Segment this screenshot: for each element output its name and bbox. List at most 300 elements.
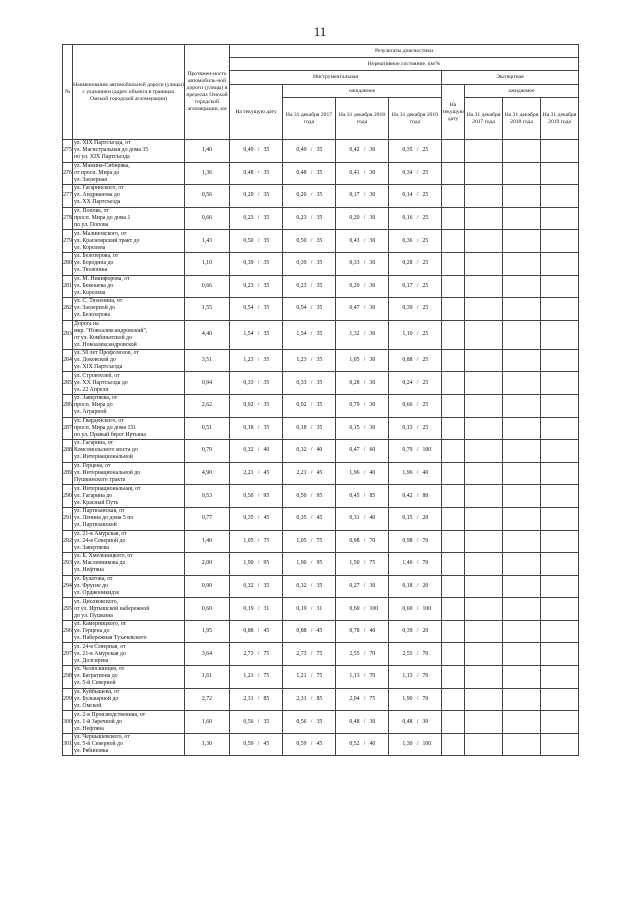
value-percent: 35 [316,147,323,154]
value-percent: 75 [369,560,376,567]
value-km: 0,19 [296,605,307,612]
value-km: 1,54 [243,331,254,338]
table-row [63,666,579,689]
slash-separator: / [363,402,366,409]
road-name-line: по ул. Попова [74,222,109,229]
value-km: 1,10 [402,331,413,338]
instrumental-value [283,298,336,321]
slash-separator: / [416,515,419,522]
expert-value-empty [503,688,541,711]
road-name [73,666,185,689]
value-percent: 40 [316,447,323,454]
row-number: 283 [63,320,73,349]
slash-separator: / [310,379,313,386]
value-km: 1,05 [349,357,360,364]
value-percent: 35 [263,237,270,244]
expert-value-empty [442,530,465,553]
instr-2019-header: На 31 декабря 2019 года [389,98,442,140]
value-km: 0,33 [243,379,254,386]
row-number: 282 [63,298,73,321]
expert-value-empty [503,620,541,643]
road-length: 0,66 [185,275,230,298]
slash-separator: / [310,424,313,431]
instrumental-value [336,140,389,163]
road-name [73,185,185,208]
expert-value-empty [503,553,541,576]
value-percent: 25 [422,192,429,199]
value-km: 0,23 [296,282,307,289]
slash-separator: / [310,331,313,338]
value-km: 2,21 [243,470,254,477]
expert-value-empty [541,575,579,598]
road-name-line: от ул. Комбинатской до [74,334,132,341]
expert-value-empty [465,417,503,440]
expert-value-empty [465,666,503,689]
value-percent: 25 [422,331,429,338]
instrumental-value [389,185,442,208]
slash-separator: / [363,582,366,589]
value-km: 0,42 [349,147,360,154]
road-name-line: ул. Тюленина [74,267,108,274]
instr-current-header: На текущую дату [230,85,283,140]
instrumental-value [283,185,336,208]
table-row [63,620,579,643]
value-km: 0,56 [243,718,254,725]
instrumental-value [230,349,283,372]
road-name-line: ул. Малиновского, от [74,230,127,237]
expert-2017-header: На 31 декабря 2017 года [465,98,503,140]
slash-separator: / [363,331,366,338]
row-number: 276 [63,162,73,185]
expert-value-empty [465,207,503,230]
slash-separator: / [363,560,366,567]
value-km: 0,32 [243,582,254,589]
slash-separator: / [257,331,260,338]
instrumental-value [230,711,283,734]
expert-value-empty [442,598,465,621]
instrumental-value [283,530,336,553]
value-km: 0,33 [349,260,360,267]
slash-separator: / [257,215,260,222]
road-name [73,711,185,734]
road-name-line: ул. Мамина-Сибиряка, [74,162,130,169]
row-number: 275 [63,140,73,163]
slash-separator: / [257,718,260,725]
value-percent: 35 [263,169,270,176]
value-km: 0,52 [349,741,360,748]
slash-separator: / [310,402,313,409]
table-body [63,140,579,756]
road-name-line: ул. Масленникова до [74,560,126,567]
slash-separator: / [416,282,419,289]
road-name-line: ул. Омской [74,702,102,709]
value-km: 2,73 [296,650,307,657]
expert-value-empty [442,485,465,508]
value-km: 1,96 [349,470,360,477]
slash-separator: / [363,628,366,635]
slash-separator: / [310,305,313,312]
value-km: 0,15 [349,424,360,431]
slash-separator: / [363,695,366,702]
row-number: 281 [63,275,73,298]
slash-separator: / [363,424,366,431]
slash-separator: / [416,650,419,657]
instrumental-value [336,620,389,643]
instrumental-value [283,620,336,643]
expert-value-empty [442,230,465,253]
value-km: 0,98 [349,537,360,544]
value-percent: 30 [369,305,376,312]
value-percent: 45 [263,470,270,477]
expert-value-empty [503,530,541,553]
instrumental-header: Инструментальная [230,71,442,85]
normative-header: Нормативное состояние, км/% [230,58,579,71]
road-name-line: ул. Чернышевского, от [74,734,130,741]
expert-value-empty [503,711,541,734]
road-length: 0,51 [185,417,230,440]
value-km: 0,17 [349,192,360,199]
road-length: 4,40 [185,320,230,349]
road-name [73,417,185,440]
value-km: 1,23 [243,357,254,364]
expert-value-empty [541,553,579,576]
slash-separator: / [363,260,366,267]
slash-separator: / [310,741,313,748]
value-km: 1,05 [243,537,254,544]
expert-value-empty [541,230,579,253]
value-percent: 30 [369,718,376,725]
value-percent: 85 [369,492,376,499]
road-name-line: ул. Партизанской [74,522,117,529]
road-length: 1,55 [185,298,230,321]
expert-value-empty [442,733,465,756]
expert-value-empty [442,688,465,711]
value-percent: 40 [369,741,376,748]
value-km: 0,32 [296,447,307,454]
value-km: 0,32 [243,447,254,454]
road-length: 4,90 [185,462,230,485]
road-length: 0,90 [185,575,230,598]
expert-value-empty [465,440,503,463]
road-name-line: ул. Интернациональной до [74,470,141,477]
road-length: 1,30 [185,733,230,756]
instrumental-value [389,485,442,508]
road-name-line: ул. Набережная Тухачевского [74,635,147,642]
instrumental-value [336,320,389,349]
value-km: 0,79 [349,402,360,409]
value-km: 0,24 [402,379,413,386]
instrumental-value [283,440,336,463]
value-percent: 31 [263,605,270,612]
value-km: 0,56 [296,718,307,725]
road-length: 0,56 [185,185,230,208]
table-row [63,507,579,530]
instrumental-value [283,230,336,253]
expert-value-empty [465,394,503,417]
road-name-line: ул. XIX Партсъезда [74,364,123,371]
value-km: 0,78 [349,628,360,635]
value-percent: 45 [263,741,270,748]
instrumental-value [336,372,389,395]
road-name-line: ул. Королева [74,289,106,296]
slash-separator: / [363,470,366,477]
slash-separator: / [257,147,260,154]
expert-value-empty [465,711,503,734]
value-percent: 40 [369,628,376,635]
slash-separator: / [416,147,419,154]
value-km: 1,90 [402,695,413,702]
instrumental-value [389,298,442,321]
road-name [73,440,185,463]
table-row [63,275,579,298]
expert-value-empty [503,349,541,372]
instrumental-value [389,733,442,756]
value-percent: 35 [263,192,270,199]
instrumental-value [283,507,336,530]
road-name-line: ул. 5-й Северной [74,680,116,687]
expert-value-empty [442,440,465,463]
value-km: 0,18 [296,424,307,431]
value-km: 0,60 [349,605,360,612]
instrumental-value [389,275,442,298]
slash-separator: / [257,192,260,199]
expert-value-empty [465,252,503,275]
table-row [63,598,579,621]
value-percent: 95 [263,492,270,499]
slash-separator: / [257,357,260,364]
road-name [73,598,185,621]
slash-separator: / [310,582,313,589]
table-header [63,45,579,140]
table-row [63,553,579,576]
slash-separator: / [310,492,313,499]
value-percent: 35 [316,402,323,409]
instrumental-value [283,553,336,576]
expert-value-empty [442,643,465,666]
instrumental-value [283,372,336,395]
row-number: 278 [63,207,73,230]
road-name [73,275,185,298]
road-name-line: ул. Нефтяна [74,725,104,732]
instrumental-value [389,530,442,553]
instrumental-value [336,207,389,230]
value-km: 2,21 [296,470,307,477]
table-row [63,207,579,230]
instrumental-value [283,417,336,440]
value-km: 0,48 [349,718,360,725]
road-name-line: ул. Белозерова [74,312,111,319]
row-number: 292 [63,530,73,553]
value-km: 0,20 [296,192,307,199]
instrumental-value [230,666,283,689]
instrumental-value [230,320,283,349]
road-name [73,394,185,417]
expert-value-empty [442,575,465,598]
slash-separator: / [363,169,366,176]
expert-value-empty [442,275,465,298]
road-name-line: ул. Аграрной [74,409,107,416]
road-name [73,462,185,485]
expert-2018-header: На 31 декабря 2018 года [503,98,541,140]
page-number: 11 [313,24,327,39]
road-length: 1,95 [185,620,230,643]
expert-value-empty [503,507,541,530]
instrumental-value [336,230,389,253]
road-name-line: ул. Попова, от [74,208,110,215]
slash-separator: / [416,215,419,222]
road-length: 1,36 [185,162,230,185]
road-length: 0,94 [185,372,230,395]
road-name-line: ул. 2-я Производственная, от [74,711,146,718]
instrumental-value [283,462,336,485]
value-percent: 60 [369,447,376,454]
value-km: 1,50 [349,560,360,567]
value-percent: 30 [422,718,429,725]
value-percent: 35 [316,237,323,244]
value-percent: 35 [263,331,270,338]
value-percent: 35 [316,305,323,312]
instrumental-value [283,394,336,417]
instrumental-value [389,162,442,185]
road-name-line: по ул. XIX Партсъезда [74,154,130,161]
value-percent: 45 [263,628,270,635]
value-km: 1,30 [402,741,413,748]
expert-value-empty [541,440,579,463]
road-name-line: ул. Красноярский тракт до [74,237,140,244]
slash-separator: / [416,628,419,635]
value-km: 0,47 [349,447,360,454]
value-percent: 35 [316,215,323,222]
table-row [63,162,579,185]
expert-value-empty [503,417,541,440]
expert-value-empty [541,349,579,372]
expert-value-empty [442,620,465,643]
value-km: 1,21 [296,673,307,680]
value-percent: 35 [316,260,323,267]
instrumental-value [336,507,389,530]
expert-value-empty [503,230,541,253]
value-km: 0,32 [296,582,307,589]
slash-separator: / [310,147,313,154]
instrumental-value [230,207,283,230]
road-name-line: ул. Орджоникидзе [74,589,120,596]
value-percent: 30 [369,169,376,176]
value-percent: 100 [422,605,432,612]
value-percent: 35 [263,215,270,222]
value-percent: 30 [369,260,376,267]
value-km: 0,28 [349,379,360,386]
road-length: 3,64 [185,643,230,666]
road-name-line: Дорога на [74,320,99,327]
slash-separator: / [310,260,313,267]
slash-separator: / [257,260,260,267]
value-km: 0,35 [243,515,254,522]
road-name-line: ул. Б. Хмельницкого, от [74,553,133,560]
slash-separator: / [416,237,419,244]
expert-value-empty [442,298,465,321]
instrumental-value [389,207,442,230]
value-km: 0,47 [349,305,360,312]
road-name-line: ул. 24-я Северная, от [74,643,126,650]
value-km: 0,39 [296,260,307,267]
expert-value-empty [541,598,579,621]
road-name-line: ул. Багратиона до [74,673,118,680]
value-percent: 80 [422,492,429,499]
instrumental-value [336,252,389,275]
slash-separator: / [310,650,313,657]
expert-value-empty [503,298,541,321]
value-percent: 35 [316,357,323,364]
instrumental-value [336,598,389,621]
expert-value-empty [465,643,503,666]
road-length: 1,40 [185,530,230,553]
road-name-line: ул. Доковской до [74,357,116,364]
value-km: 0,54 [296,305,307,312]
instrumental-value [336,666,389,689]
slash-separator: / [363,282,366,289]
instrumental-value [230,530,283,553]
road-name [73,252,185,275]
instrumental-value [336,733,389,756]
value-percent: 30 [369,237,376,244]
value-percent: 45 [316,470,323,477]
expert-value-empty [465,462,503,485]
expert-value-empty [541,140,579,163]
expert-value-empty [442,320,465,349]
value-percent: 75 [316,673,323,680]
instrumental-value [389,688,442,711]
value-km: 2,31 [296,695,307,702]
row-number: 279 [63,230,73,253]
value-km: 0,50 [243,492,254,499]
instrumental-value [336,711,389,734]
expert-value-empty [442,507,465,530]
value-percent: 70 [422,560,429,567]
road-name [73,140,185,163]
instrumental-value [389,394,442,417]
expert-value-empty [541,733,579,756]
instrumental-value [283,598,336,621]
value-percent: 30 [369,424,376,431]
row-number: 285 [63,372,73,395]
value-km: 0,23 [296,215,307,222]
table-row [63,575,579,598]
road-length: 2,72 [185,688,230,711]
value-percent: 35 [263,147,270,154]
value-km: 0,48 [296,169,307,176]
value-percent: 30 [369,357,376,364]
expert-value-empty [541,252,579,275]
expert-value-empty [541,372,579,395]
road-length: 1,60 [185,711,230,734]
slash-separator: / [416,192,419,199]
value-km: 0,14 [402,192,413,199]
value-km: 2,55 [402,650,413,657]
road-length: 2,00 [185,553,230,576]
instrumental-value [389,140,442,163]
road-name [73,162,185,185]
value-km: 0,13 [402,424,413,431]
slash-separator: / [416,741,419,748]
road-name-line: Пушкинского тракта [74,477,126,484]
row-number: 286 [63,394,73,417]
instrumental-value [283,349,336,372]
expert-value-empty [503,140,541,163]
value-km: 0,54 [243,305,254,312]
expert-value-empty [465,507,503,530]
slash-separator: / [416,305,419,312]
slash-separator: / [416,582,419,589]
